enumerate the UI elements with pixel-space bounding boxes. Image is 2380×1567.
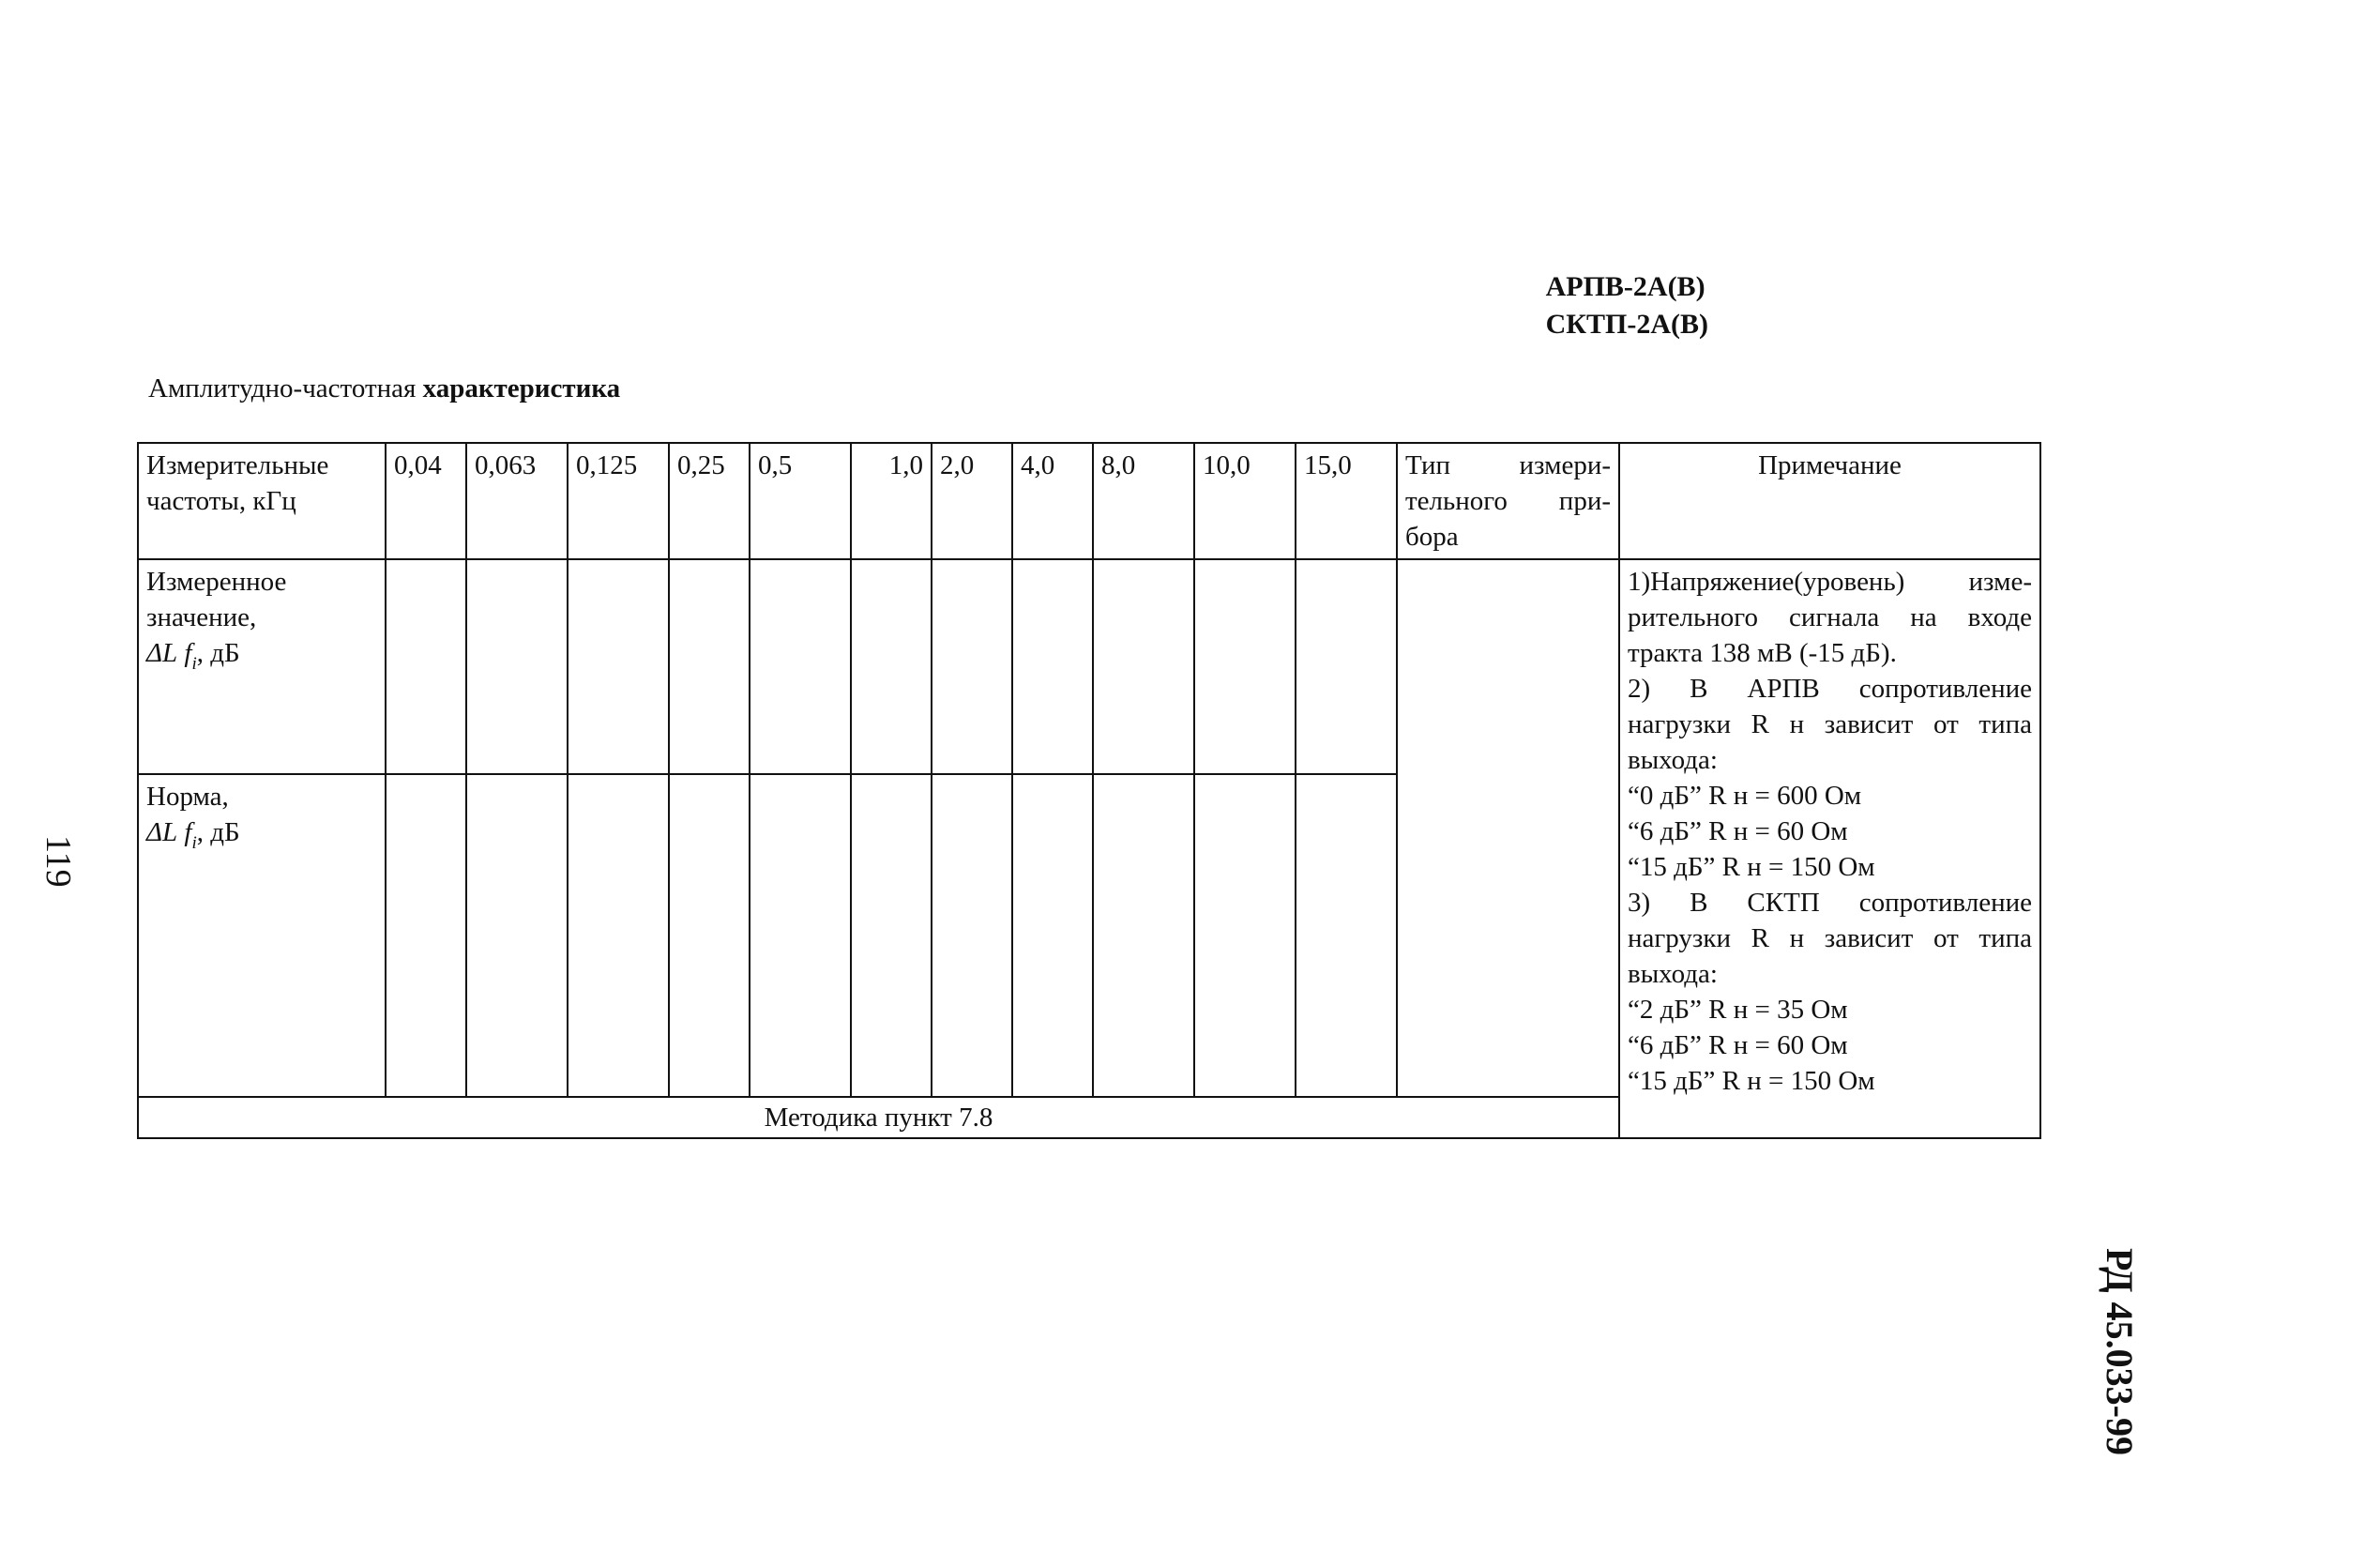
measured-cell [1194,559,1296,774]
measured-row [138,559,2040,774]
freq-header: 15,0 [1296,443,1397,559]
measured-label: Измеренное значение, ΔL $f_i$, дБ [138,559,386,774]
measured-cell [1296,559,1397,774]
frequency-response-table [137,442,2041,1139]
device-header [1546,268,1708,343]
norm-cell [386,774,466,1097]
norm-cell [1093,774,1194,1097]
notes-header: Примечание [1619,443,2040,559]
freq-header: 0,063 [466,443,568,559]
instrument-type-cell [1397,559,1619,1097]
norm-cell [669,774,750,1097]
instrument-type-header: Тип измери-тельного при-бора [1397,443,1619,559]
section-title [148,373,620,404]
freq-header: 4,0 [1012,443,1093,559]
measured-cell [851,559,932,774]
norm-cell [932,774,1012,1097]
norm-cell [568,774,669,1097]
measured-formula: ΔL $f_i$, дБ [146,638,240,674]
page-number: 119 [38,835,78,888]
freq-header: 0,25 [669,443,750,559]
freq-header: 8,0 [1093,443,1194,559]
section-title-bold: характеристика [422,373,621,403]
measured-cell [386,559,466,774]
device-name-arpv: АРПВ-2А(В) [1545,271,1705,302]
freq-header: 1,0 [851,443,932,559]
norm-cell [1296,774,1397,1097]
row-header-frequencies [138,443,386,559]
measured-cell [669,559,750,774]
freq-header: 10,0 [1194,443,1296,559]
section-title-prefix: Амплитудно-частотная [148,373,417,403]
measured-cell [568,559,669,774]
measured-cell [1093,559,1194,774]
freq-header: 2,0 [932,443,1012,559]
freq-header: 0,125 [568,443,669,559]
row-header-line2: частоты, кГц [146,486,296,516]
document-code: РД 45.033-99 [2099,1248,2141,1455]
measured-cell [932,559,1012,774]
norm-cell [466,774,568,1097]
measured-cell [466,559,568,774]
norm-cell [1012,774,1093,1097]
norm-cell [851,774,932,1097]
notes-cell: 1)Напряжение(уровень) изме- рительного сигнала на входе тракта 138 мВ (-15 дБ). 2) В АРПВ сопротивление нагрузки R н зависит от типа выхода: “0 дБ” R н = 600 Ом “6 дБ” R н = 60 Ом “15 дБ” R н = 150 Ом 3) В СКТП сопротивление нагрузки R н зависит от типа выхода: “2 дБ” R н = 35 Ом “6 дБ” R н = 60 Ом “15 дБ” R н = 150 Ом [1619,559,2040,1138]
measured-cell [750,559,851,774]
method-reference: Методика пункт 7.8 [138,1097,1619,1138]
norm-formula: ΔL $f_i$, дБ [146,817,240,853]
measured-cell [1012,559,1093,774]
norm-cell [750,774,851,1097]
norm-cell [1194,774,1296,1097]
norm-label: Норма, ΔL $f_i$, дБ [138,774,386,1097]
device-name-sktp: СКТП-2А(В) [1545,309,1708,340]
row-header-line1: Измерительные [146,450,329,480]
freq-header: 0,5 [750,443,851,559]
freq-header: 0,04 [386,443,466,559]
header-row [138,443,2040,559]
